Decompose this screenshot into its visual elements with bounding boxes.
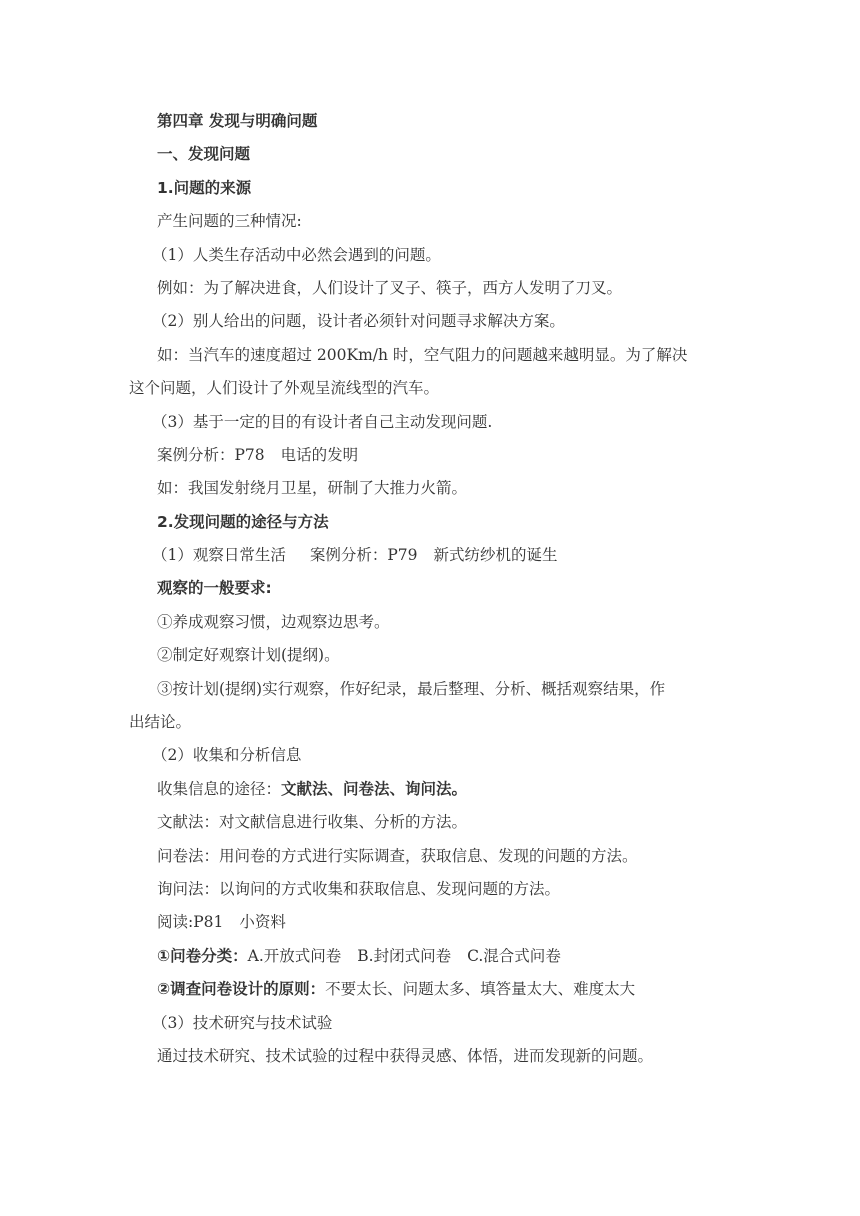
- case-analysis: [129, 439, 729, 472]
- paragraph-continuation: 出结论。: [129, 713, 192, 732]
- method-label: （1）观察日常生活: [152, 546, 286, 565]
- paragraph: 询问法：以询问的方式收集和获取信息、发现问题的方法。: [157, 879, 561, 898]
- paragraph: 通过技术研究、技术试验的过程中获得灵感、体悟，进而发现新的问题。: [157, 1046, 654, 1065]
- list-item: ①养成观察习惯，边观察边思考。: [157, 612, 390, 631]
- subsection-heading: 2.发现问题的途径与方法: [157, 512, 329, 531]
- paragraph: 如：当汽车的速度超过 200Km/h 时，空气阻力的问题越来越明显。为了解决: [157, 345, 688, 364]
- questionnaire-type-a: A.开放式问卷: [247, 946, 342, 965]
- list-item: （1）人类生存活动中必然会遇到的问题。: [152, 245, 441, 264]
- list-item: （3）基于一定的目的有设计者自己主动发现问题.: [152, 412, 493, 431]
- info-ways-label: 收集信息的途径：: [157, 779, 282, 798]
- questionnaire-types-label: ①问卷分类：: [157, 946, 248, 965]
- reading-label: 阅读:P81: [157, 913, 224, 932]
- case-analysis-label: 案例分析：P79: [309, 546, 418, 565]
- list-item: ②制定好观察计划(提纲)。: [157, 646, 340, 665]
- paragraph: 例如：为了解决进食，人们设计了叉子、筷子，西方人发明了刀叉。: [157, 278, 623, 297]
- section-heading: 一、发现问题: [157, 145, 251, 164]
- case-analysis-topic: 电话的发明: [280, 445, 359, 464]
- case-analysis-label: 案例分析：P78: [157, 445, 265, 464]
- reading-topic: 小资料: [239, 913, 286, 932]
- list-item: [129, 539, 729, 572]
- reading-note: [129, 906, 729, 939]
- info-ways-value: 文献法、问卷法、询问法。: [281, 779, 468, 798]
- list-item: （3）技术研究与技术试验: [152, 1013, 333, 1032]
- design-principle-value: 不要太长、问题太多、填答量太大、难度太大: [325, 980, 636, 999]
- questionnaire-type-b: B.封闭式问卷: [357, 946, 452, 965]
- paragraph: 问卷法：用问卷的方式进行实际调查，获取信息、发现的问题的方法。: [157, 846, 638, 865]
- document-body: [129, 105, 729, 1073]
- info-ways: [129, 773, 729, 806]
- paragraph: 如：我国发射绕月卫星，研制了大推力火箭。: [157, 479, 468, 498]
- case-analysis-topic: 新式纺纱机的诞生: [433, 546, 558, 565]
- list-item: （2）别人给出的问题，设计者必须针对问题寻求解决方案。: [152, 312, 565, 331]
- design-principle-label: ②调查问卷设计的原则：: [157, 980, 326, 999]
- list-item: ③按计划(提纲)实行观察，作好纪录，最后整理、分析、概括观察结果，作: [157, 679, 666, 698]
- questionnaire-type-c: C.混合式问卷: [467, 946, 561, 965]
- questionnaire-types: [129, 940, 729, 973]
- requirements-heading: 观察的一般要求:: [157, 579, 272, 598]
- paragraph: 产生问题的三种情况:: [157, 212, 302, 231]
- list-item: （2）收集和分析信息: [152, 746, 302, 765]
- chapter-title: 第四章 发现与明确问题: [157, 112, 318, 130]
- subsection-heading: 1.问题的来源: [157, 178, 252, 197]
- paragraph-continuation: 这个问题，人们设计了外观呈流线型的汽车。: [129, 379, 440, 398]
- paragraph: 文献法：对文献信息进行收集、分析的方法。: [157, 813, 468, 832]
- design-principle: [129, 973, 729, 1006]
